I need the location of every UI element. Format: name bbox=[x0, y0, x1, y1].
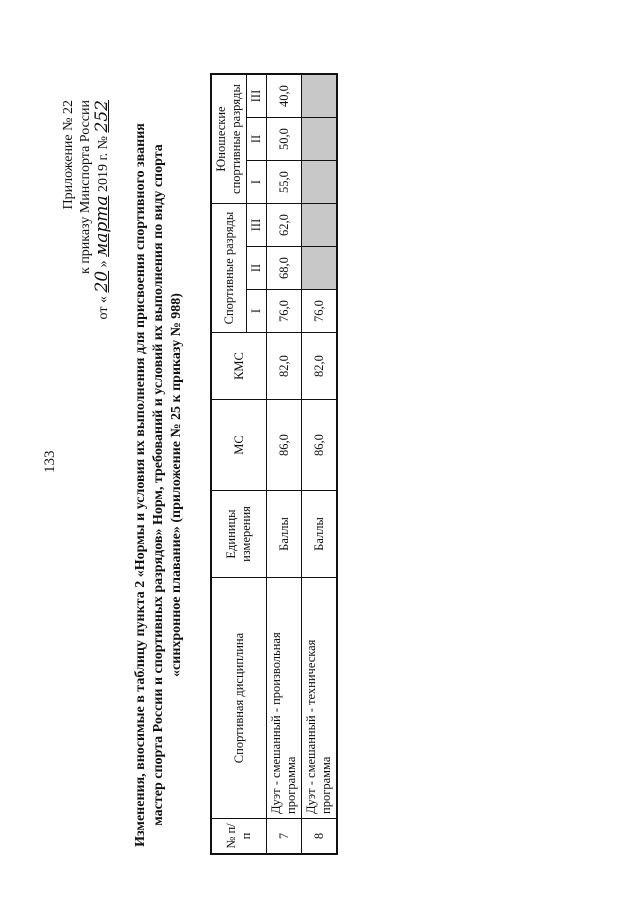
header-sport-rank-1: I bbox=[247, 290, 267, 333]
cell-youth-rank-2: 50,0 bbox=[267, 118, 302, 161]
cell-sport-rank-1: 76,0 bbox=[267, 290, 302, 333]
appendix-date: от « 20 » марта 2019 г. № 252 bbox=[92, 100, 112, 320]
header-youth-rank-2: II bbox=[247, 118, 267, 161]
cell-ms: 86,0 bbox=[267, 400, 302, 491]
cell-kms: 82,0 bbox=[267, 333, 302, 400]
header-num: № п/п bbox=[211, 819, 267, 855]
header-units: Единицы измерения bbox=[211, 491, 267, 578]
cell-youth-rank-3-empty bbox=[302, 74, 338, 118]
cell-num: 7 bbox=[267, 819, 302, 855]
header-sport-rank-3: III bbox=[247, 204, 267, 247]
page-number: 133 bbox=[42, 450, 58, 473]
cell-youth-rank-3: 40,0 bbox=[267, 74, 302, 118]
table-row bbox=[302, 74, 338, 854]
header-discipline: Спортивная дисциплина bbox=[211, 578, 267, 819]
header-youth-ranks: Юношеские спортивные разряды bbox=[211, 74, 247, 204]
header-youth-rank-3: III bbox=[247, 74, 267, 118]
cell-sport-rank-3: 62,0 bbox=[267, 204, 302, 247]
header-youth-rank-1: I bbox=[247, 161, 267, 204]
appendix-line2: к приказу Минспорта России bbox=[78, 100, 93, 274]
header-kms: КМС bbox=[211, 333, 267, 400]
header-sport-rank-2: II bbox=[247, 247, 267, 290]
cell-sport-rank-1: 76,0 bbox=[302, 290, 338, 333]
appendix-number: 252 bbox=[92, 100, 112, 133]
cell-units: Баллы bbox=[302, 491, 338, 578]
cell-youth-rank-2-empty bbox=[302, 118, 338, 161]
cell-kms: 82,0 bbox=[302, 333, 338, 400]
norms-table bbox=[210, 73, 338, 855]
appendix-month: марта bbox=[92, 195, 112, 257]
cell-sport-rank-3-empty bbox=[302, 204, 338, 247]
cell-sport-rank-2-empty bbox=[302, 247, 338, 290]
appendix-block bbox=[60, 100, 112, 319]
table-row bbox=[267, 74, 302, 854]
header-sport-ranks: Спортивные разряды bbox=[211, 204, 247, 333]
cell-discipline: Дуэт - смешанный - произвольная программа bbox=[267, 578, 302, 819]
cell-num: 8 bbox=[302, 819, 338, 855]
cell-ms: 86,0 bbox=[302, 400, 338, 491]
appendix-line1: Приложение № 22 bbox=[61, 100, 76, 210]
document-heading: Изменения, вносимые в таблицу пункта 2 «Нормы и условия их выполнения для присвоения спортивного звания мастер спорта России и спортивных разрядов» Норм, требований и условий их выполнения по виду спорта «синхронное плавание» (приложение № 25 к приказу № 988) bbox=[133, 123, 184, 847]
appendix-day: 20 bbox=[92, 270, 112, 293]
cell-youth-rank-1-empty bbox=[302, 161, 338, 204]
cell-youth-rank-1: 55,0 bbox=[267, 161, 302, 204]
cell-sport-rank-2: 68,0 bbox=[267, 247, 302, 290]
header-ms: МС bbox=[211, 400, 267, 491]
cell-discipline: Дуэт - смешанный - техническая программа bbox=[302, 578, 338, 819]
cell-units: Баллы bbox=[267, 491, 302, 578]
